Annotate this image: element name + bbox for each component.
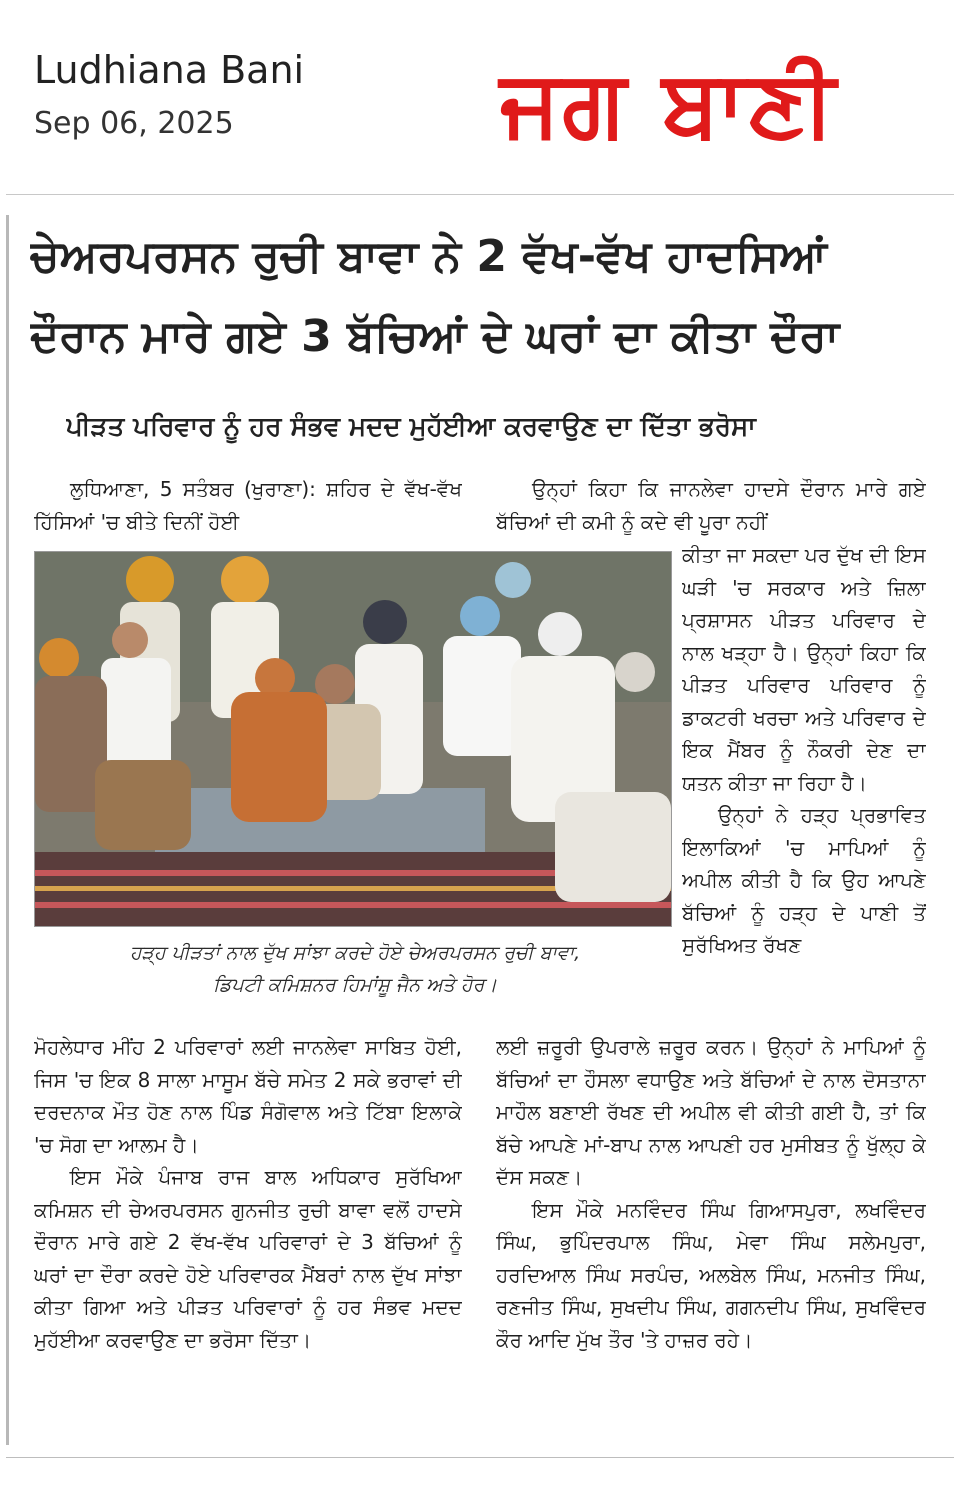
news-clipping [6,194,954,1458]
paragraph: ਉਨ੍ਹਾਂ ਨੇ ਹੜ੍ਹ ਪ੍ਰਭਾਵਿਤ ਇਲਾਕਿਆਂ 'ਚ ਮਾਪਿਆਂ ਨੂੰ ਅਪੀਲ ਕੀਤੀ ਹੈ ਕਿ ਉਹ ਆਪਣੇ ਬੱਚਿਆਂ ਨੂੰ ਹੜ੍ਹ ਦੇ ਪਾਣੀ ਤੋਂ ਸੁਰੱਖਿਅਤ ਰੱਖਣ [682,803,926,957]
headline-line-2: ਦੌਰਾਨ ਮਾਰੇ ਗਏ 3 ਬੱਚਿਆਂ ਦੇ ਘਰਾਂ ਦਾ ਕੀਤਾ ਦੌਰਾ [30,311,840,362]
subheadline: ਪੀੜਤ ਪਰਿਵਾਰ ਨੂੰ ਹਰ ਸੰਭਵ ਮਦਦ ਮੁਹੱਈਆ ਕਰਵਾਉਣ ਦਾ ਦਿੱਤਾ ਭਰੋਸਾ [66,412,756,442]
article-intro [34,473,462,539]
column-1-lower [34,1031,462,1431]
photo-caption-line-1: ਹੜ੍ਹ ਪੀੜਤਾਂ ਨਾਲ ਦੁੱਖ ਸਾਂਝਾ ਕਰਦੇ ਹੋਏ ਚੇਅਰਪਰਸਨ ਰੁਚੀ ਬਾਵਾ, [129,942,581,964]
edition-name: Ludhiana Bani [34,48,305,92]
photo-illustration [35,552,671,926]
column-2-lower [496,1031,926,1431]
publication-date: Sep 06, 2025 [34,106,234,141]
photo-caption [40,937,670,1001]
headline-line-1: ਚੇਅਰਪਰਸਨ ਰੁਚੀ ਬਾਵਾ ਨੇ 2 ਵੱਖ-ਵੱਖ ਹਾਦਸਿਆਂ [30,231,827,282]
paragraph: ਉਨ੍ਹਾਂ ਕਿਹਾ ਕਿ ਜਾਨਲੇਵਾ ਹਾਦਸੇ ਦੌਰਾਨ ਮਾਰੇ ਗਏ ਬੱਚਿਆਂ ਦੀ ਕਮੀ ਨੂੰ ਕਦੇ ਵੀ ਪੂਰਾ ਨਹੀਂ [496,477,926,534]
clipping-edge [6,215,9,1445]
column-2-top [496,473,926,539]
paragraph: ਲਈ ਜ਼ਰੂਰੀ ਉਪਰਾਲੇ ਜ਼ਰੂਰ ਕਰਨ। ਉਨ੍ਹਾਂ ਨੇ ਮਾਪਿਆਂ ਨੂੰ ਬੱਚਿਆਂ ਦਾ ਹੌਸਲਾ ਵਧਾਉਣ ਅਤੇ ਬੱਚਿਆਂ ਦੇ ਨਾਲ ਦੋਸਤਾਨਾ ਮਾਹੌਲ ਬਣਾਈ ਰੱਖਣ ਦੀ ਅਪੀਲ ਵੀ ਕੀਤੀ ਗਈ ਹੈ, ਤਾਂ ਕਿ ਬੱਚੇ ਆਪਣੇ ਮਾਂ-ਬਾਪ ਨਾਲ ਆਪਣੀ ਹਰ ਮੁਸੀਬਤ ਨੂੰ ਖੁੱਲ੍ਹ ਕੇ ਦੱਸ ਸਕਣ। [496,1035,926,1189]
masthead [0,0,960,194]
article-photo [34,551,672,927]
photo-caption-line-2: ਡਿਪਟੀ ਕਮਿਸ਼ਨਰ ਹਿਮਾਂਸ਼ੂ ਜੈਨ ਅਤੇ ਹੋਰ। [212,974,498,996]
paragraph: ਇਸ ਮੌਕੇ ਮਨਵਿੰਦਰ ਸਿੰਘ ਗਿਆਸਪੁਰਾ, ਲਖਵਿੰਦਰ ਸਿੰਘ, ਭੁਪਿੰਦਰਪਾਲ ਸਿੰਘ, ਮੇਵਾ ਸਿੰਘ ਸਲੇਮਪੁਰਾ, ਹਰਦਿਆਲ ਸਿੰਘ ਸਰਪੰਚ, ਅਲਬੇਲ ਸਿੰਘ, ਮਨਜੀਤ ਸਿੰਘ, ਰਣਜੀਤ ਸਿੰਘ, ਸੁਖਦੀਪ ਸਿੰਘ, ਗਗਨਦੀਪ ਸਿੰਘ, ਸੁਖਵਿੰਦਰ ਕੌਰ ਆਦਿ ਮੁੱਖ ਤੌਰ 'ਤੇ ਹਾਜ਼ਰ ਰਹੇ। [496,1197,926,1352]
newspaper-logo: ਜਗ ਬਾਣੀ [500,50,838,157]
column-2-beside-photo [682,539,926,1027]
paragraph: ਇਸ ਮੌਕੇ ਪੰਜਾਬ ਰਾਜ ਬਾਲ ਅਧਿਕਾਰ ਸੁਰੱਖਿਆ ਕਮਿਸ਼ਨ ਦੀ ਚੇਅਰਪਰਸਨ ਗੁਨਜੀਤ ਰੁਚੀ ਬਾਵਾ ਵਲੋਂ ਹਾਦਸੇ ਦੌਰਾਨ ਮਾਰੇ ਗਏ 2 ਵੱਖ-ਵੱਖ ਪਰਿਵਾਰਾਂ ਦੇ 3 ਬੱਚਿਆਂ ਨੂੰ ਘਰਾਂ ਦਾ ਦੌਰਾ ਕਰਦੇ ਹੋਏ ਪਰਿਵਾਰਕ ਮੈਂਬਰਾਂ ਨਾਲ ਦੁੱਖ ਸਾਂਝਾ ਕੀਤਾ ਗਿਆ ਅਤੇ ਪੀੜਤ ਪਰਿਵਾਰਾਂ ਨੂੰ ਹਰ ਸੰਭਵ ਮਦਦ ਮੁਹੱਈਆ ਕਰਵਾਉਣ ਦਾ ਭਰੋਸਾ ਦਿੱਤਾ। [34,1165,462,1352]
intro-paragraph: ਲੁਧਿਆਣਾ, 5 ਸਤੰਬਰ (ਖੁਰਾਣਾ): ਸ਼ਹਿਰ ਦੇ ਵੱਖ-ਵੱਖ ਹਿੱਸਿਆਂ 'ਚ ਬੀਤੇ ਦਿਨੀਂ ਹੋਈ [34,477,462,534]
paragraph: ਮੋਹਲੇਧਾਰ ਮੀਂਹ 2 ਪਰਿਵਾਰਾਂ ਲਈ ਜਾਨਲੇਵਾ ਸਾਬਿਤ ਹੋਈ, ਜਿਸ 'ਚ ਇਕ 8 ਸਾਲਾ ਮਾਸੂਮ ਬੱਚੇ ਸਮੇਤ 2 ਸਕੇ ਭਰਾਵਾਂ ਦੀ ਦਰਦਨਾਕ ਮੌਤ ਹੋਣ ਨਾਲ ਪਿੰਡ ਸੰਗੋਵਾਲ ਅਤੇ ਟਿੱਬਾ ਇਲਾਕੇ 'ਚ ਸੋਗ ਦਾ ਆਲਮ ਹੈ। [34,1035,462,1157]
paragraph: ਕੀਤਾ ਜਾ ਸਕਦਾ ਪਰ ਦੁੱਖ ਦੀ ਇਸ ਘੜੀ 'ਚ ਸਰਕਾਰ ਅਤੇ ਜ਼ਿਲਾ ਪ੍ਰਸ਼ਾਸਨ ਪੀੜਤ ਪਰਿਵਾਰ ਦੇ ਨਾਲ ਖੜ੍ਹਾ ਹੈ। ਉਨ੍ਹਾਂ ਕਿਹਾ ਕਿ ਪੀੜਤ ਪਰਿਵਾਰ ਪਰਿਵਾਰ ਨੂੰ ਡਾਕਟਰੀ ਖਰਚਾ ਅਤੇ ਪਰਿਵਾਰ ਦੇ ਇਕ ਮੈਂਬਰ ਨੂੰ ਨੌਕਰੀ ਦੇਣ ਦਾ ਯਤਨ ਕੀਤਾ ਜਾ ਰਿਹਾ ਹੈ। [682,543,926,795]
